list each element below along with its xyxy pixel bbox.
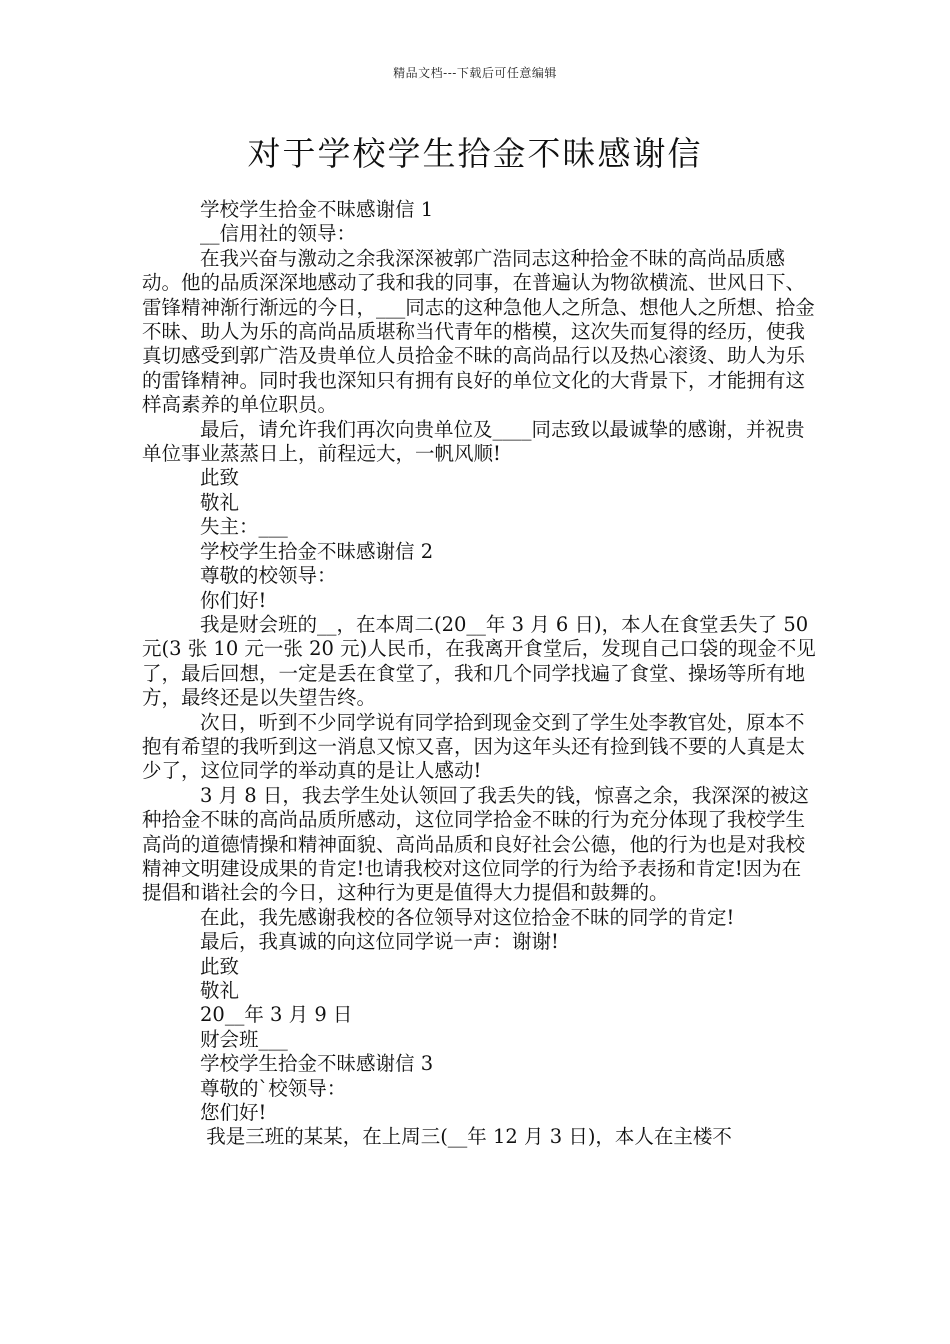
body-line: 尊敬的校领导： xyxy=(200,564,337,588)
document-body xyxy=(142,198,818,1150)
document-title: 对于学校学生拾金不昧感谢信 xyxy=(247,134,703,173)
body-line: 20__年 3 月 9 日 xyxy=(200,1003,353,1027)
body-line: 此致 xyxy=(200,466,240,490)
body-line: __信用社的领导： xyxy=(200,222,357,246)
body-line: 学校学生拾金不昧感谢信 1 xyxy=(200,198,434,221)
body-paragraph: 最后，请允许我们再次向贵单位及____同志致以最诚挚的感谢，并祝贵单位事业蒸蒸日上，前程远大，一帆风顺! xyxy=(142,417,805,466)
body-line: 您们好! xyxy=(200,1101,267,1125)
body-line: 此致 xyxy=(200,954,240,978)
body-paragraph: 我是财会班的__，在本周二(20__年 3 月 6 日)，本人在食堂丢失了 50 元(3 张 10 元一张 20 元)人民币，在我离开食堂后，发现自己口袋的现金不见了，最后回想，一定是丢在食堂了，我和几个同学找遍了食堂、操场等所有地方，最终还是以失望告终。 xyxy=(142,612,816,710)
body-paragraph: 次日，听到不少同学说有同学拾到现金交到了学生处李教官处，原本不抱有希望的我听到这一消息又惊又喜，因为这年头还有捡到钱不要的人真是太少了，这位同学的举动真的是让人感动! xyxy=(142,710,806,783)
body-line: 失主：___ xyxy=(200,515,288,539)
body-line: 敬礼 xyxy=(200,979,240,1002)
body-line: 在此，我先感谢我校的各位领导对这位拾金不昧的同学的肯定! xyxy=(200,905,735,929)
body-line: 学校学生拾金不昧感谢信 3 xyxy=(200,1052,434,1076)
body-line: 我是三班的某某，在上周三(__年 12 月 3 日)，本人在主楼不 xyxy=(200,1125,732,1149)
body-paragraph: 在我兴奋与激动之余我深深被郭广浩同志这种拾金不昧的高尚品质感动。他的品质深深地感动了我和我的同事，在普遍认为物欲横流、世风日下、雷锋精神渐行渐远的今日，___同志的这种急他人之所急、想他人之所想、拾金不昧、助人为乐的高尚品质堪称当代青年的楷模，这次失而复得的经历，使我真切感受到郭广浩及贵单位人员拾金不昧的高尚品行以及热心滚烫、助人为乐的雷锋精神。同时我也深知只有拥有良好的单位文化的大背景下，才能拥有这样高素养的单位职员。 xyxy=(142,246,815,417)
body-line: 敬礼 xyxy=(200,490,240,514)
body-paragraph: 3 月 8 日，我去学生处认领回了我丢失的钱，惊喜之余，我深深的被这种拾金不昧的高尚品质所感动，这位同学拾金不昧的行为充分体现了我校学生高尚的道德情操和精神面貌、高尚品质和良好社会公德，他的行为也是对我校精神文明建设成果的肯定!也请我校对这位同学的行为给予表扬和肯定!因为在提倡和谐社会的今日，这种行为更是值得大力提倡和鼓舞的。 xyxy=(142,783,809,905)
body-line: 你们好! xyxy=(200,588,267,612)
header-note: 精品文档---下载后可任意编辑 xyxy=(393,66,557,80)
body-line: 最后，我真诚的向这位同学说一声：谢谢! xyxy=(200,930,559,954)
body-line: 尊敬的`校领导： xyxy=(200,1076,347,1100)
body-line: 财会班___ xyxy=(200,1027,288,1051)
body-line: 学校学生拾金不昧感谢信 2 xyxy=(200,539,434,563)
